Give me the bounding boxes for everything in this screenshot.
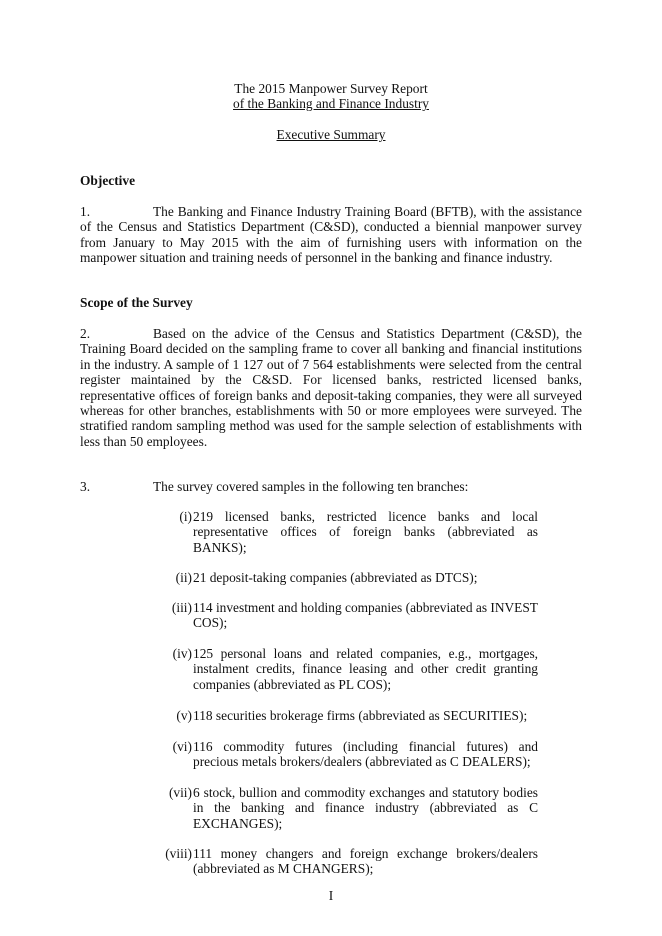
list-item-numeral: (vi) bbox=[172, 739, 192, 754]
executive-summary-heading: Executive Summary bbox=[276, 127, 386, 142]
list-item-text: 111 money changers and foreign exchange brokers/dealers (abbreviated as M CHANGERS); bbox=[193, 846, 538, 877]
paragraph-text: The Banking and Finance Industry Training Board (BFTB), with the assistance of the Census and Statistics Department (C&SD), conducted a biennial manpower survey from January to May 2015 with the aim of furnishing users with information on the manpower situation and training needs of personnel in the banking and finance industry. bbox=[80, 204, 582, 266]
list-item-numeral: (iii) bbox=[171, 600, 192, 615]
list-item-numeral: (ii) bbox=[175, 570, 192, 585]
report-title-line2: of the Banking and Finance Industry bbox=[233, 96, 429, 111]
paragraph-number: 2. bbox=[80, 326, 91, 341]
list-item-text: 219 licensed banks, restricted licence banks and local representative offices of foreign banks (abbreviated as BANKS); bbox=[193, 509, 538, 555]
list-item-text: 118 securities brokerage firms (abbreviated as SECURITIES); bbox=[193, 708, 528, 723]
list-item-text: 21 deposit-taking companies (abbreviated as DTCS); bbox=[193, 570, 478, 585]
paragraph-text: Based on the advice of the Census and Statistics Department (C&SD), the Training Board decided on the sampling frame to cover all banking and financial institutions in the industry. A sample of 1 127 out of 7 564 establishments were selected from the central register maintained by the C&SD. For licensed banks, restricted licensed banks, representative offices of foreign banks and deposit-taking companies, they were all surveyed whereas for other branches, establishments with 50 or more employees were surveyed. The stratified random sampling method was used for the sample selection of establishments with less than 50 employees. bbox=[80, 326, 582, 449]
branches-intro bbox=[80, 479, 582, 494]
list-item-text: 114 investment and holding companies (abbreviated as INVEST COS); bbox=[193, 600, 538, 631]
list-item-numeral: (v) bbox=[176, 708, 192, 723]
list-item-numeral: (iv) bbox=[172, 646, 192, 661]
report-title-line1: The 2015 Manpower Survey Report bbox=[234, 81, 428, 96]
list-item-numeral: (i) bbox=[179, 509, 192, 524]
paragraph-number: 3. bbox=[80, 479, 91, 494]
objective-heading: Objective bbox=[80, 173, 136, 188]
scope-paragraph bbox=[80, 326, 582, 449]
page-number: I bbox=[328, 888, 334, 903]
paragraph-number: 1. bbox=[80, 204, 91, 219]
list-item-numeral: (vii) bbox=[168, 785, 192, 800]
list-item-text: 125 personal loans and related companies, e.g., mortgages, instalment credits, finance leasing and other credit granting companies (abbreviated as PL COS); bbox=[193, 646, 538, 692]
scope-heading: Scope of the Survey bbox=[80, 295, 193, 310]
list-item-numeral: (viii) bbox=[165, 846, 192, 861]
list-item-text: 6 stock, bullion and commodity exchanges and statutory bodies in the banking and finance industry (abbreviated as C EXCHANGES); bbox=[193, 785, 538, 831]
list-item-text: 116 commodity futures (including financial futures) and precious metals brokers/dealers (abbreviated as C DEALERS); bbox=[193, 739, 538, 770]
paragraph-text: The survey covered samples in the following ten branches: bbox=[153, 479, 469, 494]
objective-paragraph bbox=[80, 204, 582, 266]
